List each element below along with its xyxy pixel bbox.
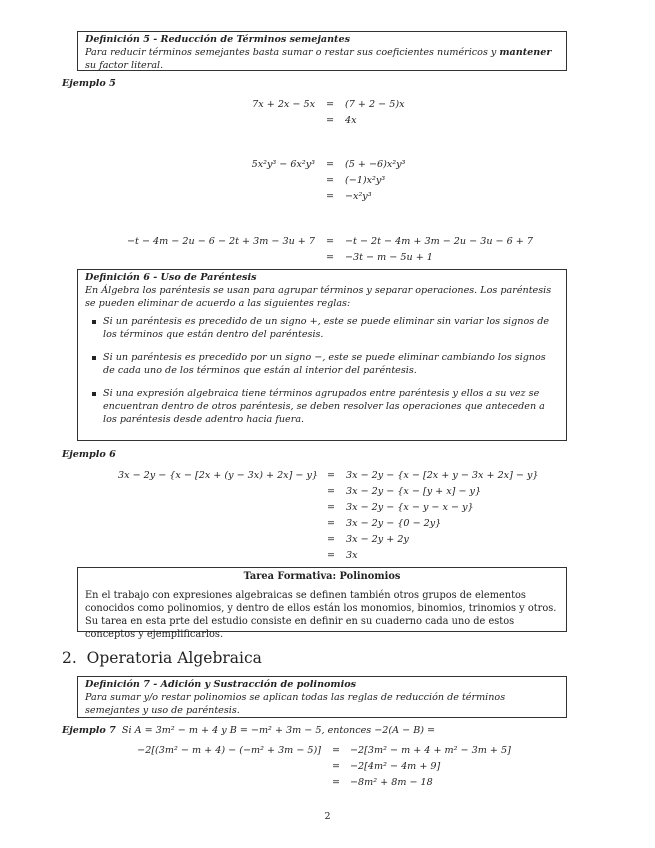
rule-item: Si una expresión algebraica tiene términos agrupados entre paréntesis y ellos a su vez se encuentran dentro de otros paréntesis, se deben resolver las operaciones que anteceden a los paréntesis desde adentro hacia fuera. (103, 387, 559, 426)
ex6-rhs-1: 3x − 2y − {x − [2x + y − 3x + 2x] − y} (346, 470, 539, 481)
ex5-b2-rhs: (−1)x²y³ (345, 175, 386, 186)
section-number: 2. (62, 649, 77, 667)
section-title: Operatoria Algebraica (86, 649, 262, 667)
example-5-label: Ejemplo 5 (62, 78, 116, 89)
ex6-lhs: 3x − 2y − {x − [2x + (y − 3x) + 2x] − y} (118, 470, 318, 481)
ex5-a1-lhs: 7x + 2x − 5x (252, 99, 315, 110)
definition-7-body: Para sumar y/o restar polinomios se aplican todas las reglas de reducción de términos semejantes y uso de paréntesis. (85, 692, 506, 716)
definition-6-rules (85, 315, 559, 426)
ex5-a2-eq: = (326, 115, 335, 126)
ex5-c1-rhs: −t − 2t − 4m + 3m − 2u − 3u − 6 + 7 (345, 236, 533, 247)
ex6-rhs-5: 3x − 2y + 2y (346, 534, 409, 545)
ex6-eq-4: = (327, 518, 336, 529)
ex7-rhs-1: −2[3m² − m + 4 + m² − 3m + 5] (350, 745, 511, 756)
ex6-rhs-4: 3x − 2y − {0 − 2y} (346, 518, 442, 529)
definition-5-body-b: su factor literal. (85, 60, 164, 71)
ex5-a2-rhs: 4x (345, 115, 357, 126)
ex5-b1-rhs: (5 + −6)x²y³ (345, 159, 406, 170)
ex5-a1-eq: = (326, 99, 335, 110)
example-7-statement: Si A = 3m² − m + 4 y B = −m² + 3m − 5, entonces −2(A − B) = (121, 725, 436, 736)
definition-7-title: Definición 7 - Adición y Sustracción de polinomios (85, 679, 357, 690)
ex6-rhs-2: 3x − 2y − {x − [y + x] − y} (346, 486, 482, 497)
page-number: 2 (324, 811, 331, 822)
definition-6-box (77, 269, 567, 441)
ex5-c2-eq: = (326, 252, 335, 263)
ex6-rhs-6: 3x (346, 550, 358, 561)
ex5-c2-rhs: −3t − m − 5u + 1 (345, 252, 433, 263)
tarea-body: En el trabajo con expresiones algebraicas se definen también otros grupos de elementos conocidos como polinomios, y dentro de ellos están los monomios, binomios, trinomios y otros. Su tarea en esta prte del estudio consiste en definir en su cuaderno cada uno de estos conceptos y ejemplificarlos. (85, 590, 557, 640)
ex5-b1-eq: = (326, 159, 335, 170)
ex6-eq-6: = (327, 550, 336, 561)
ex7-lhs: −2[(3m² − m + 4) − (−m² + 3m − 5)] (137, 745, 321, 756)
ex7-rhs-3: −8m² + 8m − 18 (350, 777, 433, 788)
ex7-eq-2: = (332, 761, 341, 772)
definition-6-title: Definición 6 - Uso de Paréntesis (85, 272, 257, 283)
example-6-label: Ejemplo 6 (62, 449, 116, 460)
ex5-b3-eq: = (326, 191, 335, 202)
ex7-rhs-2: −2[4m² − 4m + 9] (350, 761, 441, 772)
definition-5-box (77, 31, 567, 71)
ex5-a1-rhs: (7 + 2 − 5)x (345, 99, 405, 110)
definition-5-body-a: Para reducir términos semejantes basta sumar o restar sus coeficientes numéricos y (85, 47, 500, 58)
ex6-eq-1: = (327, 470, 336, 481)
example-7-line (62, 725, 435, 737)
ex6-eq-2: = (327, 486, 336, 497)
definition-6-body: En Álgebra los paréntesis se usan para agrupar términos y separar operaciones. Los paréntesis se pueden eliminar de acuerdo a las siguientes reglas: (85, 285, 552, 309)
definition-5-body-bold: mantener (499, 47, 552, 58)
ex6-eq-3: = (327, 502, 336, 513)
ex5-b1-lhs: 5x²y³ − 6x²y³ (251, 159, 315, 170)
section-heading (62, 649, 262, 667)
ex6-rhs-3: 3x − 2y − {x − y − x − y} (346, 502, 474, 513)
ex7-eq-1: = (332, 745, 341, 756)
tarea-box (77, 567, 567, 640)
rule-item: Si un paréntesis es precedido de un signo +, este se puede eliminar sin variar los signos de los términos que están dentro del paréntesis. (103, 315, 559, 341)
tarea-title: Tarea Formativa: Polinomios (243, 571, 401, 582)
example-7-label: Ejemplo 7 (62, 725, 116, 736)
ex5-b2-eq: = (326, 175, 335, 186)
ex7-eq-3: = (332, 777, 341, 788)
ex6-eq-5: = (327, 534, 336, 545)
definition-5-title: Definición 5 - Reducción de Términos semejantes (85, 34, 350, 45)
definition-7-box (77, 676, 567, 718)
ex5-b3-rhs: −x²y³ (345, 191, 372, 202)
ex5-c1-lhs: −t − 4m − 2u − 6 − 2t + 3m − 3u + 7 (127, 236, 315, 247)
ex5-c1-eq: = (326, 236, 335, 247)
rule-item: Si un paréntesis es precedido por un signo −, este se puede eliminar cambiando los signos de cada uno de los términos que están al interior del paréntesis. (103, 351, 559, 377)
